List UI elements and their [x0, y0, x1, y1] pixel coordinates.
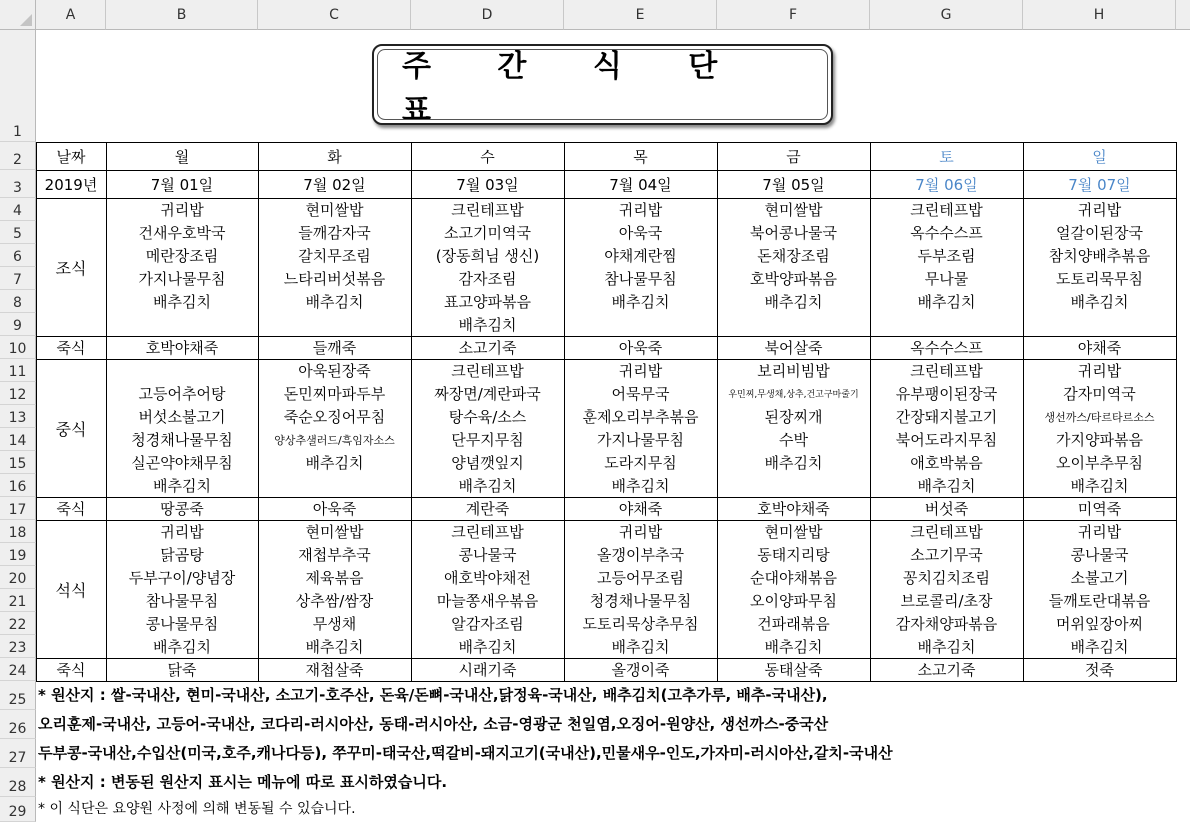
menu-item: 귀리밥 [1077, 362, 1122, 380]
column-header-h[interactable]: H [1023, 0, 1176, 30]
day-header: 월 [174, 147, 190, 166]
menu-item: 재첩부추국 [298, 546, 371, 564]
menu-item: 재첩살죽 [305, 661, 364, 679]
meal-label-breakfast: 조식 [55, 258, 87, 278]
sheet-grid [36, 30, 1190, 822]
menu-item: 북어살죽 [764, 339, 823, 357]
menu-item: 수박 [779, 431, 808, 449]
menu-item: 가지나물무침 [597, 431, 684, 449]
menu-item: 오이양파무침 [750, 592, 837, 610]
day-header: 토 [939, 147, 954, 166]
menu-item: 미역죽 [1077, 500, 1122, 518]
column-header-c[interactable]: C [258, 0, 411, 30]
menu-item: 오이부추무침 [1056, 454, 1143, 472]
row-header-3[interactable]: 3 [0, 170, 36, 198]
menu-item: 도토리묵무침 [1056, 270, 1143, 288]
table-border-h [36, 520, 1177, 521]
column-header-b[interactable]: B [106, 0, 258, 30]
table-border-v [1176, 142, 1177, 681]
row-header-20[interactable]: 20 [0, 566, 36, 589]
menu-item: 훈제오리부추볶음 [582, 408, 699, 426]
row-header-18[interactable]: 18 [0, 520, 36, 543]
menu-item: 땅콩죽 [160, 500, 204, 518]
menu-item: 소고기죽 [458, 339, 517, 357]
menu-item: 귀리밥 [1077, 201, 1122, 219]
date-cell: 7월 01일 [150, 175, 214, 194]
menu-item: 현미쌀밥 [305, 523, 364, 541]
menu-item: 도토리묵상추무침 [582, 615, 699, 633]
menu-item: 양념깻잎지 [451, 454, 524, 472]
row-header-2[interactable]: 2 [0, 142, 36, 170]
title-box [372, 44, 833, 128]
menu-item: 갈치무조림 [298, 247, 371, 265]
menu-item: 참나물무침 [145, 592, 219, 610]
origin-note: * 원산지 : 변동된 원산지 표시는 메뉴에 따로 표시하였습니다. [38, 773, 448, 791]
origin-note: 오리훈제-국내산, 고등어-국내산, 코다리-러시아산, 동태-러시아산, 소금-영광군 천일염,오징어-원양산, 생선까스-중국산 [38, 715, 829, 733]
row-header-6[interactable]: 6 [0, 244, 36, 267]
date-cell: 7월 04일 [609, 175, 672, 194]
menu-item: 배추김치 [611, 477, 670, 495]
row-header-25[interactable]: 25 [0, 681, 36, 710]
menu-item: 배추김치 [153, 293, 211, 311]
menu-item: 버섯죽 [924, 500, 969, 518]
menu-item: 아욱죽 [618, 339, 663, 357]
row-header-1[interactable]: 1 [0, 30, 36, 142]
menu-item: 도라지무침 [604, 454, 677, 472]
menu-item: 야채죽 [618, 500, 663, 518]
menu-item: 배추김치 [1070, 638, 1129, 656]
menu-item: 아욱죽 [312, 500, 357, 518]
menu-item: 현미쌀밥 [764, 523, 823, 541]
row-header-28[interactable]: 28 [0, 768, 36, 797]
table-border-h [36, 198, 1177, 199]
column-header-d[interactable]: D [411, 0, 564, 30]
menu-item: 상추쌈/쌈장 [295, 592, 374, 610]
menu-item: 소고기미역국 [444, 224, 531, 242]
menu-item: 가지나물무침 [138, 270, 226, 288]
menu-item: 소고기죽 [917, 661, 976, 679]
menu-item: 청경채나물무침 [589, 592, 692, 610]
menu-item: 애호박야채전 [444, 569, 531, 587]
menu-item: 배추김치 [1070, 293, 1129, 311]
menu-item: 무생채 [312, 615, 357, 633]
menu-item: 배추김치 [917, 293, 976, 311]
menu-item: 가지양파볶음 [1056, 431, 1143, 449]
menu-item: 머위잎장아찌 [1056, 615, 1143, 633]
menu-item: 들깨감자국 [298, 224, 371, 242]
table-border-v [411, 142, 412, 681]
row-header-14[interactable]: 14 [0, 428, 36, 451]
menu-item: 콩나물무침 [145, 615, 219, 633]
menu-item: 배추김치 [764, 293, 823, 311]
day-header: 화 [327, 147, 342, 166]
origin-note: * 이 식단은 요양원 사정에 의해 변동될 수 있습니다. [38, 801, 356, 817]
menu-item: 짜장면/계란파국 [434, 385, 541, 403]
row-header-4[interactable]: 4 [0, 198, 36, 221]
menu-item: 배추김치 [764, 638, 823, 656]
menu-item: 콩나물국 [458, 546, 517, 564]
menu-item: 양상추샐러드/흑임자소스 [274, 433, 395, 447]
menu-item: 느타리버섯볶음 [283, 270, 386, 288]
menu-item: 귀리밥 [618, 201, 663, 219]
menu-item: 배추김치 [611, 638, 670, 656]
menu-item: 애호박볶음 [910, 454, 983, 472]
menu-item: 크린테프밥 [910, 523, 983, 541]
table-border-v [106, 142, 107, 681]
menu-item: 동태지리탕 [757, 546, 830, 564]
column-header-e[interactable]: E [564, 0, 717, 30]
menu-item: 야채죽 [1077, 339, 1122, 357]
menu-item: 현미쌀밥 [305, 201, 364, 219]
menu-item: 우민찌,무생채,상추,건고구마줄기 [728, 390, 859, 400]
table-border-h [36, 336, 1177, 337]
row-header-13[interactable]: 13 [0, 405, 36, 428]
menu-item: 귀리밥 [618, 523, 663, 541]
menu-item: 현미쌀밥 [764, 201, 823, 219]
table-border-h [36, 359, 1177, 360]
date-cell: 7월 05일 [762, 175, 825, 194]
menu-item: 보리비빔밥 [757, 362, 830, 380]
menu-item: 배추김치 [153, 477, 211, 495]
menu-item: 귀리밥 [618, 362, 663, 380]
menu-item: 두부조림 [917, 247, 976, 265]
table-border-h [36, 681, 1177, 682]
menu-item: 마늘쫑새우볶음 [436, 592, 539, 610]
menu-item: 북어도라지무침 [895, 431, 998, 449]
page-title: 주 간 식 단 표 [402, 48, 746, 128]
row-header-9[interactable]: 9 [0, 313, 36, 336]
day-header: 목 [633, 147, 648, 166]
menu-item: 닭죽 [167, 661, 197, 679]
menu-item: 귀리밥 [160, 201, 204, 219]
menu-item: 알감자조림 [451, 615, 524, 633]
table-border-v [1023, 142, 1024, 681]
menu-item: 귀리밥 [160, 523, 204, 541]
menu-item: 무나물 [924, 270, 969, 288]
menu-item: 건파래볶음 [757, 615, 830, 633]
menu-item: 크린테프밥 [451, 523, 524, 541]
menu-item: 탕수육/소스 [448, 408, 527, 426]
menu-item: 된장찌개 [764, 408, 823, 426]
menu-item: 소고기무국 [910, 546, 983, 564]
menu-item: 올갱이부추국 [597, 546, 684, 564]
menu-item: 어묵무국 [611, 385, 670, 403]
menu-item: 표고양파볶음 [444, 293, 531, 311]
menu-item: 크린테프밥 [451, 362, 524, 380]
row-header-27[interactable]: 27 [0, 739, 36, 768]
menu-item: 간장돼지불고기 [895, 408, 998, 426]
table-border-h [36, 658, 1177, 659]
title-box-inner-border [377, 49, 828, 120]
menu-item: 호박양파볶음 [750, 270, 837, 288]
row-header-5[interactable]: 5 [0, 221, 36, 244]
day-header: 금 [786, 147, 801, 166]
table-border-v [36, 142, 37, 681]
row-header-22[interactable]: 22 [0, 612, 36, 635]
menu-item: 참치양배추볶음 [1048, 247, 1151, 265]
row-header-10[interactable]: 10 [0, 336, 36, 359]
menu-item: 아욱된장죽 [298, 362, 371, 380]
menu-item: 귀리밥 [1077, 523, 1122, 541]
menu-item: 계란죽 [465, 500, 510, 518]
row-header-16[interactable]: 16 [0, 474, 36, 497]
menu-item: 돈민찌마파두부 [283, 385, 386, 403]
table-border-h [36, 497, 1177, 498]
date-cell: 7월 03일 [456, 175, 519, 194]
column-header-filler [1176, 0, 1190, 30]
table-border-h [36, 170, 1177, 171]
menu-item: 젓죽 [1085, 661, 1114, 679]
menu-item: 소불고기 [1070, 569, 1129, 587]
table-border-v [717, 142, 718, 681]
menu-item: 배추김치 [305, 293, 364, 311]
date-cell: 7월 02일 [303, 175, 366, 194]
origin-note: 두부콩-국내산,수입산(미국,호주,캐나다등), 쭈꾸미-태국산,떡갈비-돼지고기(국내산),민물새우-인도,가자미-러시아산,갈치-국내산 [38, 744, 893, 762]
menu-item: 건새우호박국 [138, 224, 226, 242]
meal-label-porridge1: 죽식 [56, 339, 86, 357]
menu-item: 아욱국 [618, 224, 663, 242]
menu-item: 배추김치 [458, 316, 517, 334]
menu-item: 호박야채죽 [145, 339, 219, 357]
menu-item: 배추김치 [764, 454, 823, 472]
date-cell: 7월 06일 [915, 175, 978, 194]
year-cell: 2019년 [44, 175, 98, 194]
menu-item: 제육볶음 [305, 569, 364, 587]
menu-item: 야채계란찜 [604, 247, 677, 265]
menu-item: 배추김치 [305, 454, 364, 472]
row-header-7[interactable]: 7 [0, 267, 36, 290]
menu-item: 호박야채죽 [757, 500, 830, 518]
row-header-17[interactable]: 17 [0, 497, 36, 520]
menu-item: 배추김치 [458, 477, 517, 495]
table-border-v [870, 142, 871, 681]
row-header-11[interactable]: 11 [0, 359, 36, 382]
menu-item: 꽁치김치조림 [903, 569, 990, 587]
menu-item: 감자채양파볶음 [895, 615, 998, 633]
menu-item: 들깨죽 [312, 339, 357, 357]
menu-item: 닭곰탕 [160, 546, 204, 564]
table-border-v [564, 142, 565, 681]
menu-item: 배추김치 [305, 638, 364, 656]
column-header-f[interactable]: F [717, 0, 870, 30]
menu-item: 옥수수스프 [910, 339, 983, 357]
menu-item: 유부팽이된장국 [895, 385, 998, 403]
row-header-19[interactable]: 19 [0, 543, 36, 566]
menu-item: 고등어추어탕 [138, 385, 226, 403]
menu-item: 배추김치 [153, 638, 211, 656]
menu-item: 크린테프밥 [451, 201, 524, 219]
row-header-15[interactable]: 15 [0, 451, 36, 474]
row-header-23[interactable]: 23 [0, 635, 36, 658]
menu-item: 북어콩나물국 [750, 224, 837, 242]
row-header-24[interactable]: 24 [0, 658, 36, 681]
menu-item: 메란장조림 [145, 247, 219, 265]
menu-item: 배추김치 [917, 638, 976, 656]
menu-item: (장동희님 생신) [435, 247, 540, 265]
day-header: 일 [1092, 147, 1107, 166]
menu-item: 올갱이죽 [611, 661, 670, 679]
select-all-corner[interactable] [0, 0, 36, 30]
menu-item: 청경채나물무침 [131, 431, 233, 449]
menu-item: 크린테프밥 [910, 201, 983, 219]
menu-item: 배추김치 [458, 638, 517, 656]
day-header: 수 [480, 147, 495, 166]
menu-item: 돈채장조림 [757, 247, 830, 265]
menu-item: 버섯소불고기 [138, 408, 226, 426]
menu-item: 배추김치 [917, 477, 976, 495]
menu-item: 두부구이/양념장 [128, 569, 236, 587]
meal-label-porridge3: 죽식 [56, 661, 86, 679]
menu-item: 브로콜리/초장 [900, 592, 993, 610]
row-header-21[interactable]: 21 [0, 589, 36, 612]
meal-label-lunch: 중식 [55, 419, 87, 439]
column-header-g[interactable]: G [870, 0, 1023, 30]
row-header-29[interactable]: 29 [0, 797, 36, 822]
table-border-v [258, 142, 259, 681]
menu-item: 고등어무조림 [597, 569, 684, 587]
menu-item: 시래기죽 [458, 661, 517, 679]
menu-item: 순대야채볶음 [750, 569, 837, 587]
menu-item: 감자미역국 [1063, 385, 1136, 403]
origin-note: * 원산지 : 쌀-국내산, 현미-국내산, 소고기-호주산, 돈육/돈뼈-국내산,닭정육-국내산, 배추김치(고추가루, 배추-국내산), [38, 686, 828, 704]
menu-item: 참나물무침 [604, 270, 677, 288]
menu-item: 죽순오징어무침 [283, 408, 386, 426]
row-header-12[interactable]: 12 [0, 382, 36, 405]
menu-item: 크린테프밥 [910, 362, 983, 380]
menu-item: 실곤약야채무침 [131, 454, 233, 472]
menu-item: 배추김치 [611, 293, 670, 311]
meal-label-porridge2: 죽식 [56, 500, 86, 518]
menu-item: 단무지무침 [451, 431, 524, 449]
menu-item: 콩나물국 [1070, 546, 1129, 564]
row-header-26[interactable]: 26 [0, 710, 36, 739]
meal-label-dinner: 석식 [55, 580, 87, 600]
column-header-a[interactable]: A [36, 0, 106, 30]
row-header-8[interactable]: 8 [0, 290, 36, 313]
menu-item: 생선까스/타르타르소스 [1044, 410, 1155, 424]
date-label: 날짜 [56, 147, 86, 166]
menu-item: 감자조림 [458, 270, 517, 288]
menu-item: 얼갈이된장국 [1056, 224, 1143, 242]
menu-item: 동태살죽 [764, 661, 823, 679]
menu-item: 들깨토란대볶음 [1048, 592, 1151, 610]
date-cell: 7월 07일 [1068, 175, 1131, 194]
table-border-h [36, 142, 1177, 143]
menu-item: 배추김치 [1070, 477, 1129, 495]
menu-item: 옥수수스프 [910, 224, 983, 242]
